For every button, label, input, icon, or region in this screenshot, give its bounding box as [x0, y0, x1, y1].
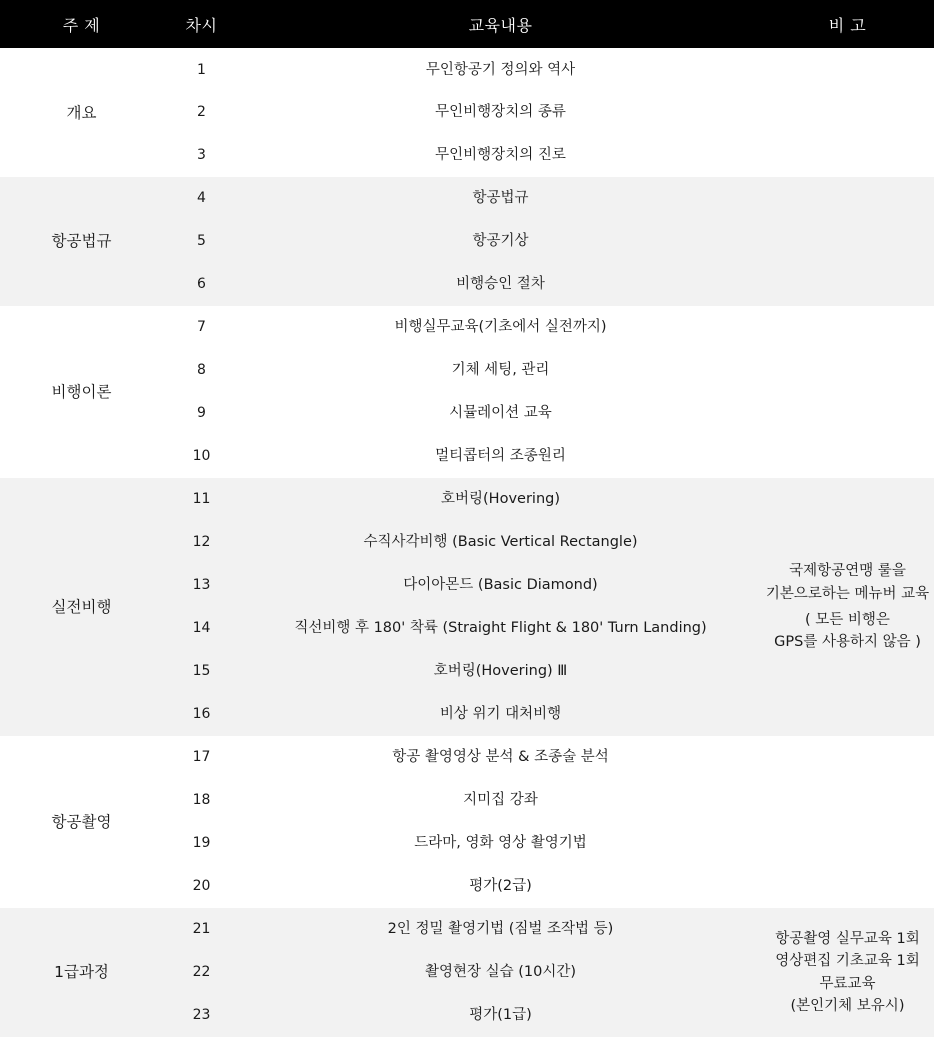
session-cell: 3	[163, 134, 240, 177]
content-cell: 비행실무교육(기초에서 실전까지)	[240, 306, 761, 349]
session-cell: 19	[163, 822, 240, 865]
subject-cell: 비행이론	[0, 306, 163, 478]
session-cell: 21	[163, 908, 240, 951]
header-row	[0, 0, 934, 48]
group-level1-course	[0, 908, 934, 1037]
note-line: 무료교육	[819, 975, 876, 992]
note-line: 영상편집 기초교육 1회	[775, 953, 920, 970]
content-cell: 무인항공기 정의와 역사	[240, 48, 761, 91]
header-note: 비 고	[761, 0, 934, 48]
table-row	[0, 306, 934, 349]
table-header	[0, 0, 934, 48]
group-aerial-filming	[0, 736, 934, 908]
session-cell: 16	[163, 693, 240, 736]
content-cell: 평가(2급)	[240, 865, 761, 908]
session-cell: 20	[163, 865, 240, 908]
group-practical-flight	[0, 478, 934, 736]
session-cell: 4	[163, 177, 240, 220]
content-cell: 수직사각비행 (Basic Vertical Rectangle)	[240, 521, 761, 564]
group-overview	[0, 48, 934, 177]
table-row	[0, 177, 934, 220]
content-cell: 촬영현장 실습 (10시간)	[240, 951, 761, 994]
note-line: (본인기체 보유시)	[790, 997, 905, 1014]
subject-cell: 개요	[0, 48, 163, 177]
content-cell: 다이아몬드 (Basic Diamond)	[240, 564, 761, 607]
subject-cell: 항공법규	[0, 177, 163, 306]
note-cell	[761, 736, 934, 908]
note-cell	[761, 177, 934, 306]
session-cell: 5	[163, 220, 240, 263]
subject-cell: 실전비행	[0, 478, 163, 736]
session-cell: 10	[163, 435, 240, 478]
session-cell: 12	[163, 521, 240, 564]
session-cell: 17	[163, 736, 240, 779]
content-cell: 평가(1급)	[240, 994, 761, 1037]
content-cell: 무인비행장치의 종류	[240, 91, 761, 134]
content-cell: 기체 세팅, 관리	[240, 349, 761, 392]
content-cell: 무인비행장치의 진로	[240, 134, 761, 177]
content-cell: 2인 정밀 촬영기법 (짐벌 조작법 등)	[240, 908, 761, 951]
table-row	[0, 478, 934, 521]
session-cell: 1	[163, 48, 240, 91]
note-line: ( 모든 비행은	[805, 612, 890, 628]
note-cell	[761, 306, 934, 478]
session-cell: 23	[163, 994, 240, 1037]
content-cell: 항공 촬영영상 분석 & 조종술 분석	[240, 736, 761, 779]
session-cell: 9	[163, 392, 240, 435]
subject-cell: 1급과정	[0, 908, 163, 1037]
header-subject: 주 제	[0, 0, 163, 48]
session-cell: 2	[163, 91, 240, 134]
content-cell: 지미집 강좌	[240, 779, 761, 822]
session-cell: 22	[163, 951, 240, 994]
content-cell: 항공법규	[240, 177, 761, 220]
session-cell: 13	[163, 564, 240, 607]
note-cell	[761, 48, 934, 177]
note-line: 기본으로하는 메뉴버 교육	[765, 585, 930, 602]
session-cell: 18	[163, 779, 240, 822]
note-line: 항공촬영 실무교육 1회	[775, 930, 920, 947]
session-cell: 6	[163, 263, 240, 306]
note-line: 국제항공연맹 룰을	[789, 563, 906, 580]
group-flight-theory	[0, 306, 934, 478]
content-cell: 비행승인 절차	[240, 263, 761, 306]
content-cell: 호버링(Hovering)	[240, 478, 761, 521]
session-cell: 11	[163, 478, 240, 521]
table-row	[0, 736, 934, 779]
table-row	[0, 48, 934, 91]
session-cell: 15	[163, 650, 240, 693]
content-cell: 시뮬레이션 교육	[240, 392, 761, 435]
content-cell: 호버링(Hovering) Ⅲ	[240, 650, 761, 693]
header-content: 교육내용	[240, 0, 761, 48]
session-cell: 8	[163, 349, 240, 392]
session-cell: 7	[163, 306, 240, 349]
header-session: 차시	[163, 0, 240, 48]
session-cell: 14	[163, 607, 240, 650]
group-aviation-law	[0, 177, 934, 306]
subject-cell: 항공촬영	[0, 736, 163, 908]
content-cell: 항공기상	[240, 220, 761, 263]
table-row	[0, 908, 934, 951]
note-cell	[761, 908, 934, 1037]
note-cell	[761, 478, 934, 736]
content-cell: 멀티콥터의 조종원리	[240, 435, 761, 478]
content-cell: 드라마, 영화 영상 촬영기법	[240, 822, 761, 865]
content-cell: 직선비행 후 180' 착륙 (Straight Flight & 180' Turn Landing)	[240, 607, 761, 650]
note-line: GPS를 사용하지 않음 )	[774, 634, 921, 651]
content-cell: 비상 위기 대처비행	[240, 693, 761, 736]
